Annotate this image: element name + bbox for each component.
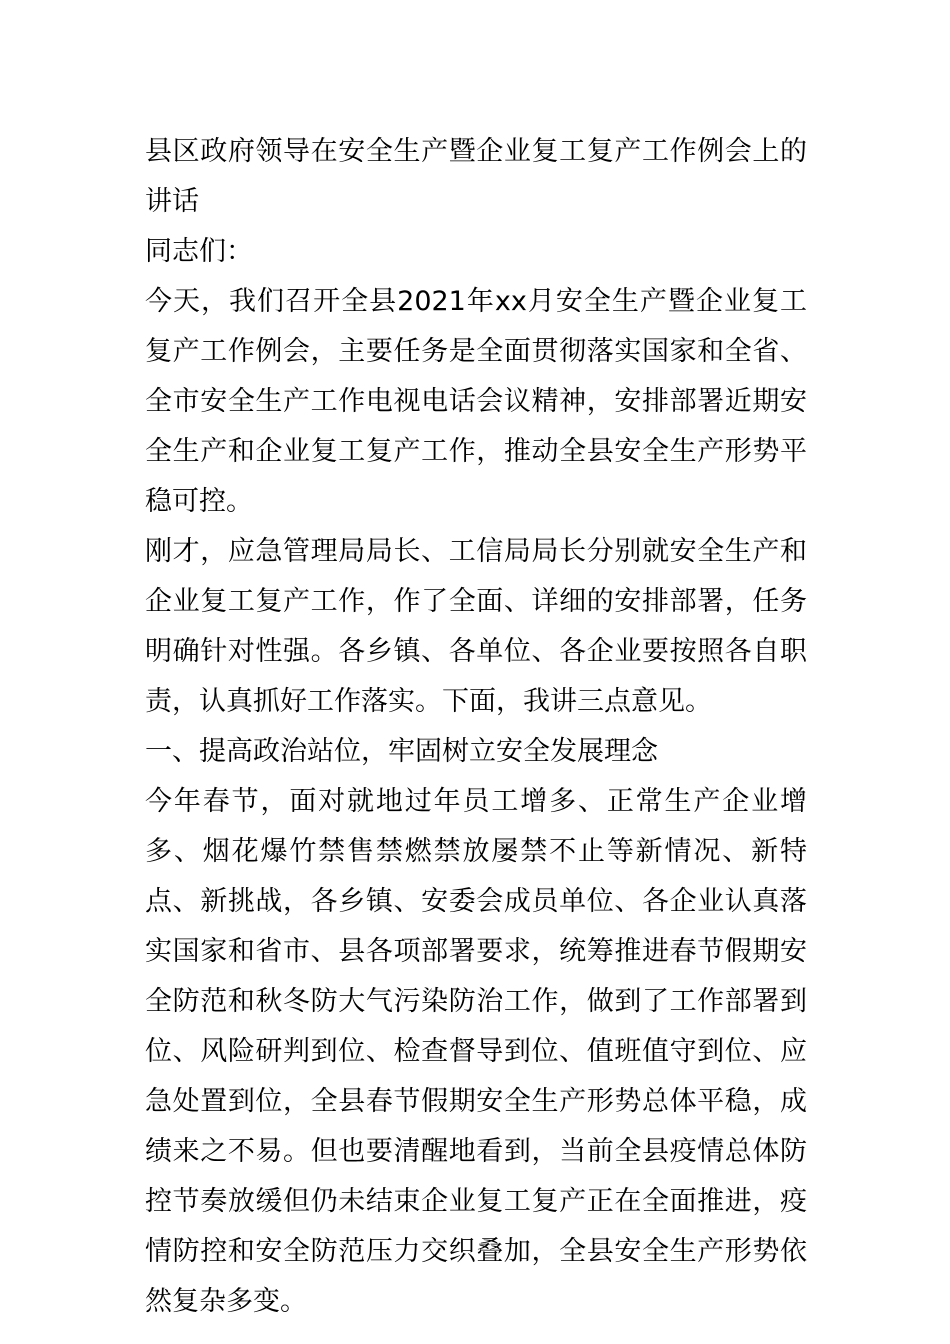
section-heading: 一、提高政治站位，牢固树立安全发展理念: [145, 736, 658, 767]
paragraph-opening: 今天，我们召开全县2021年xx月安全生产暨企业复工复产工作例会，主要任务是全面贯彻落实国家和全省、全市安全生产工作电视电话会议精神，安排部署近期安全生产和企业复工复产工作，推动全县安全生产形势平稳可控。: [145, 286, 807, 517]
salutation: 同志们：: [145, 236, 253, 267]
document-title: 县区政府领导在安全生产暨企业复工复产工作例会上的讲话: [145, 136, 807, 217]
paragraph-section-one: 今年春节，面对就地过年员工增多、正常生产企业增多、烟花爆竹禁售禁燃禁放屡禁不止等新情况、新特点、新挑战，各乡镇、安委会成员单位、各企业认真落实国家和省市、县各项部署要求，统筹推进春节假期安全防范和秋冬防大气污染防治工作，做到了工作部署到位、风险研判到位、检查督导到位、值班值守到位、应急处置到位，全县春节假期安全生产形势总体平稳，成绩来之不易。但也要清醒地看到，当前全县疫情总体防控节奏放缓但仍未结束企业复工复产正在全面推进，疫情防控和安全防范压力交织叠加，全县安全生产形势依然复杂多变。: [145, 786, 807, 1317]
paragraph-introduction: 刚才，应急管理局局长、工信局局长分别就安全生产和企业复工复产工作，作了全面、详细的安排部署，任务明确针对性强。各乡镇、各单位、各企业要按照各自职责，认真抓好工作落实。下面，我讲三点意见。: [145, 536, 807, 717]
document-body: [145, 127, 807, 1327]
